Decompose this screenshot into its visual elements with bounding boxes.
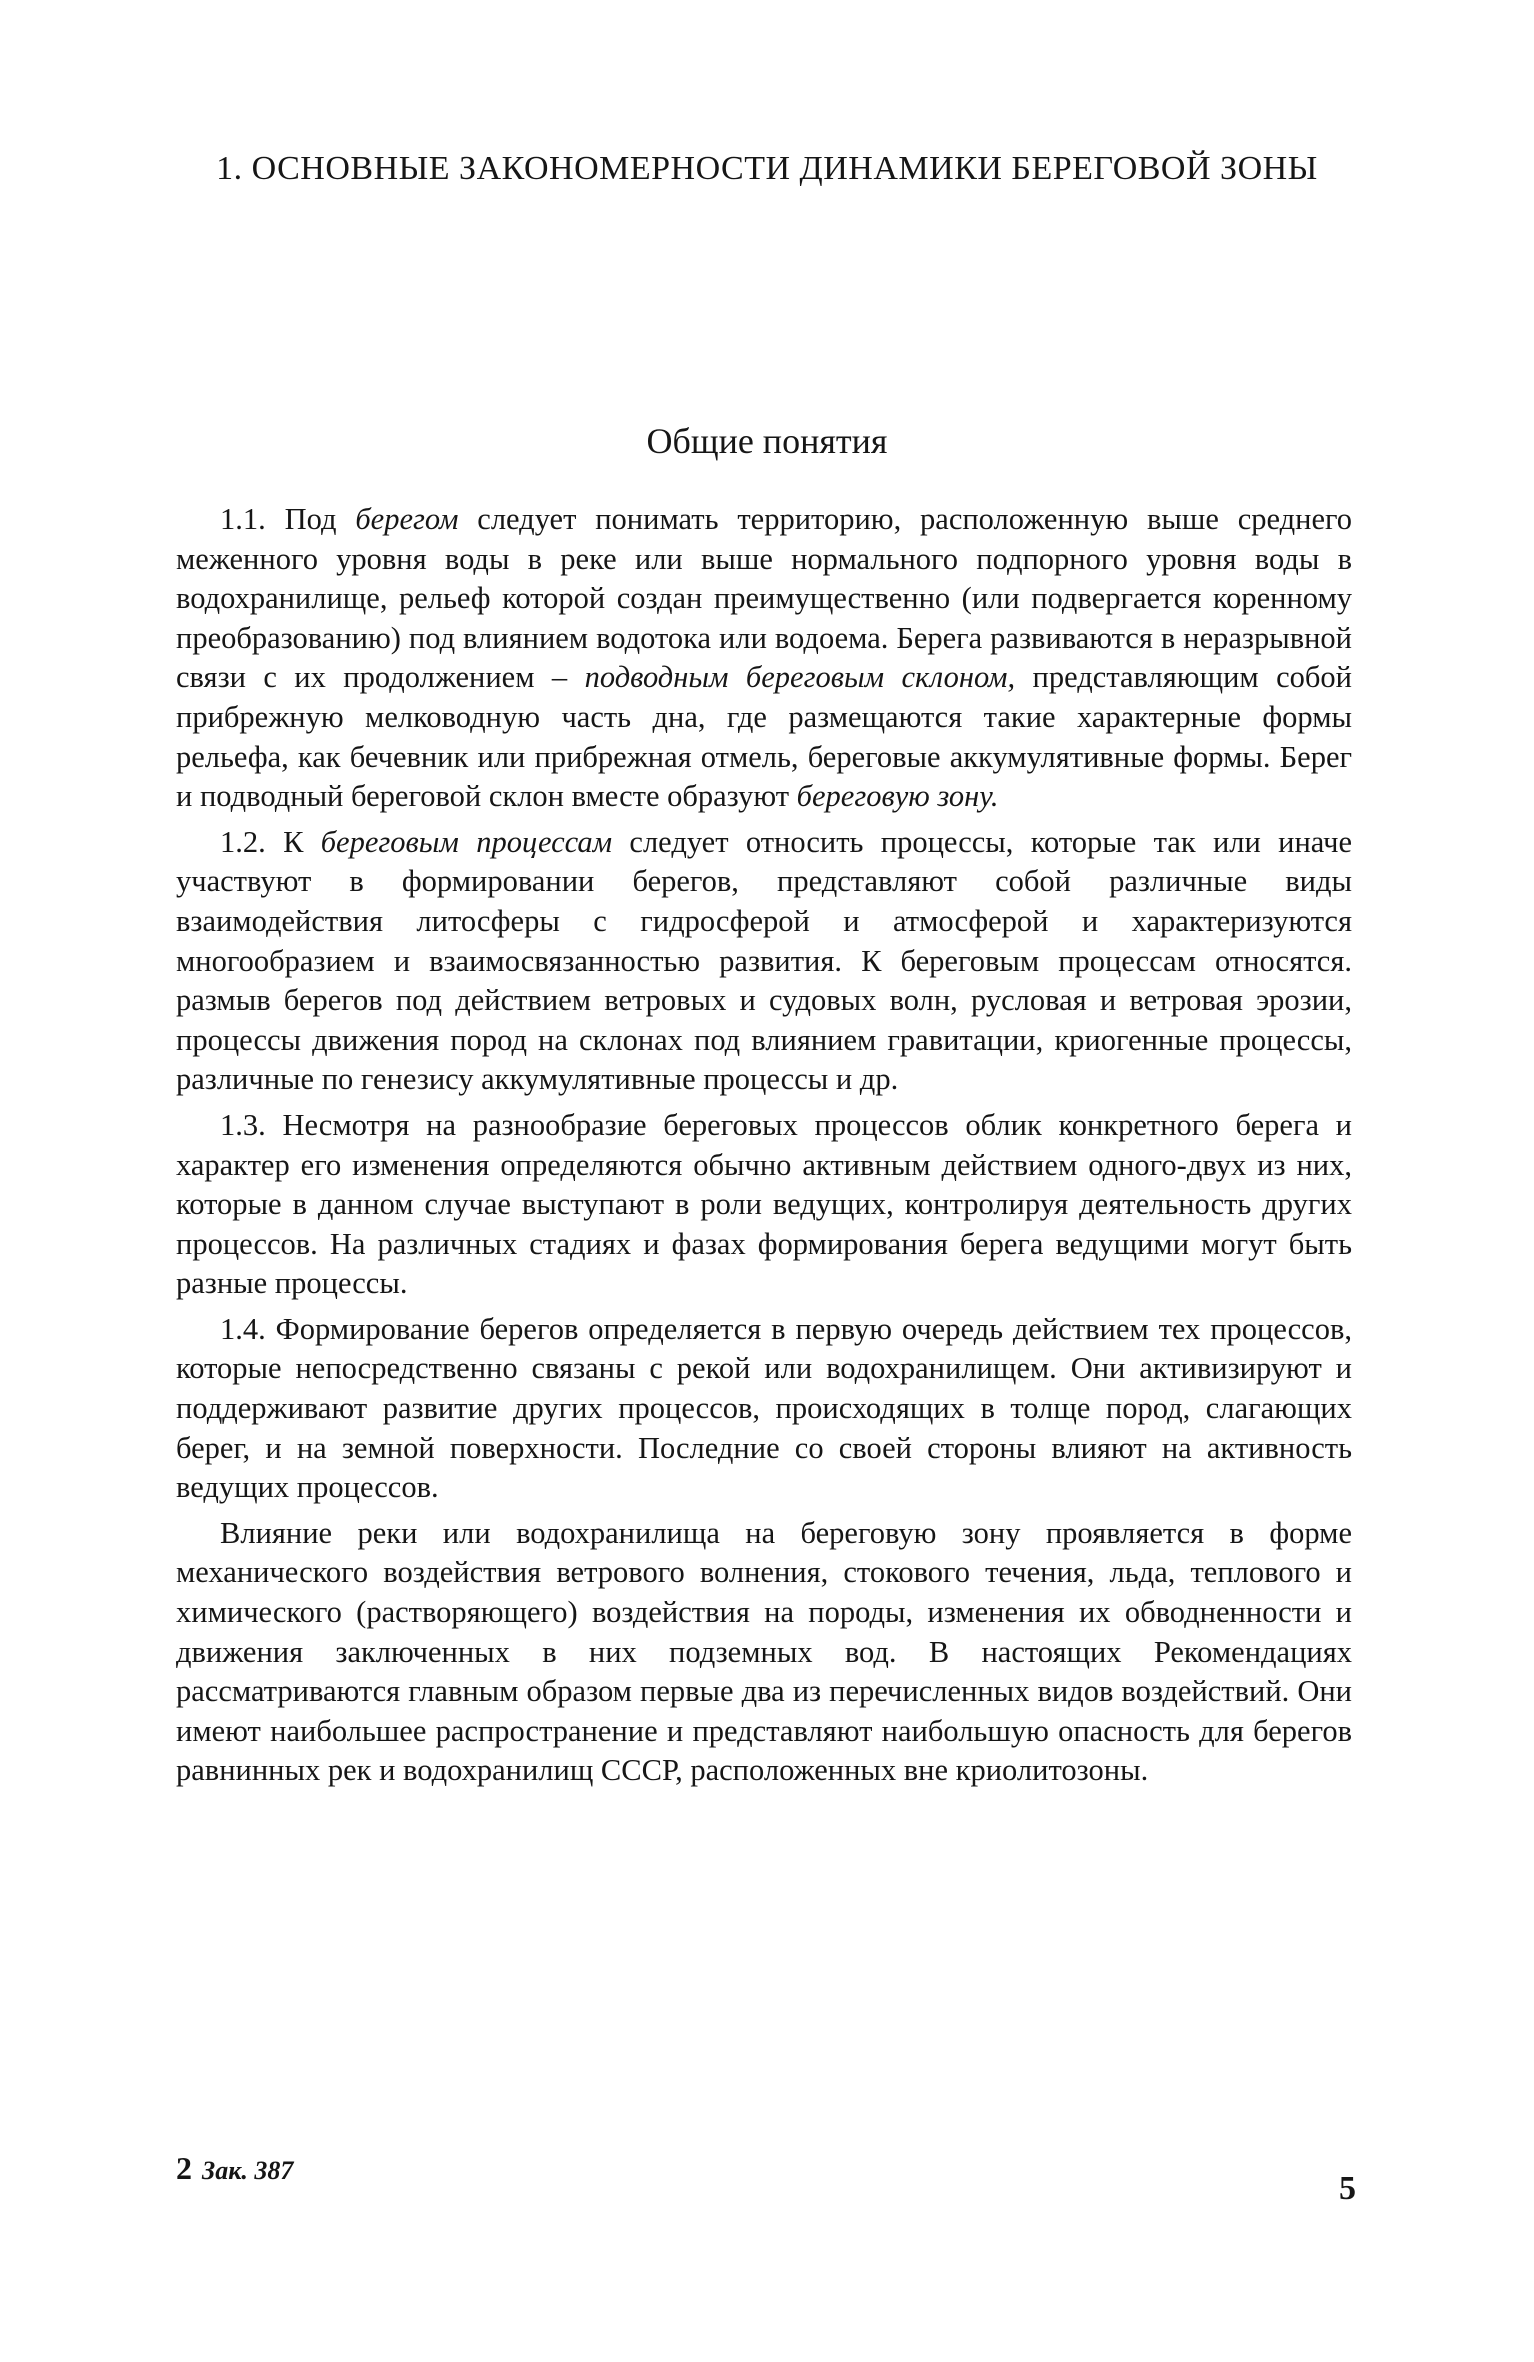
signature-order: Зак. 387	[202, 2156, 294, 2185]
term-bereg: берегом	[355, 502, 459, 536]
paragraph-text: следует понимать территорию, расположенную выше среднего меженного уровня воды в реке или выше нормального подпорного уровня воды в водохранилище, рельеф которой создан преимущественно (или подвергается коренному преобразованию) под влиянием водотока или водоема. Берега развиваются в неразрывной связи с их продолжением –	[176, 502, 1352, 695]
paragraph-number: 1.2.	[220, 824, 266, 859]
paragraph-text: представляющим собой прибрежную мелководную часть дна, где размещаются такие характерные формы рельефа, как бечевник или прибрежная отмель, береговые аккумулятивные формы. Берег и подводный береговой склон вместе образуют	[176, 660, 1352, 814]
paragraph-1-4	[176, 1310, 1352, 1508]
paragraph-text: Несмотря на разнообразие береговых процессов облик конкретного берега и характер его изменения определяются обычно активным действием одного-двух из них, которые в данном случае выступают в роли ведущих, контролируя деятельность других процессов. На различных стадиях и фазах формирования берега ведущими могут быть разные процессы.	[176, 1107, 1353, 1301]
paragraph-text: Влияние реки или водохранилища на береговую зону проявляется в форме механического воздействия ветрового волнения, стокового течения, льда, теплового и химического (растворяющего) воздействия на породы, изменения их обводненности и движения заключенных в них подземных вод. В настоящих Рекомендациях рассматриваются главным образом первые два из перечисленных видов воздействий. Они имеют наибольшее распространение и представляют наибольшую опасность для берегов равнинных рек и водохранилищ СССР, расположенных вне криолитозоны.	[176, 1515, 1352, 1788]
chapter-title: 1. ОСНОВНЫЕ ЗАКОНОМЕРНОСТИ ДИНАМИКИ БЕРЕГОВОЙ ЗОНЫ	[216, 150, 1318, 187]
term-coastal-processes: береговым процессам	[320, 824, 613, 859]
term-underwater-slope: подводным береговым склоном,	[584, 660, 1016, 695]
signature-number: 2	[176, 2150, 192, 2186]
body-text	[176, 500, 1352, 1797]
paragraph-continuation	[176, 1514, 1352, 1791]
paragraph-text: К	[283, 824, 321, 859]
paragraph-1-2	[176, 823, 1352, 1100]
page-number: 5	[1339, 2170, 1356, 2207]
section-heading: Общие понятия	[646, 421, 888, 461]
paragraph-number: 1.3.	[220, 1107, 266, 1142]
paragraph-text: следует относить процессы, которые так или иначе участвуют в формировании берегов, представляют собой различные виды взаимодействия литосферы с гидросферой и атмосферой и характеризуются многообразием и взаимосвязанностью развития. К береговым процессам относятся. размыв берегов под действием ветровых и судовых волн, русловая и ветровая эрозии, процессы движения пород на склонах под влиянием гравитации, криогенные процессы, различные по генезису аккумулятивные процессы и др.	[176, 824, 1352, 1097]
paragraph-text: Формирование берегов определяется в первую очередь действием тех процессов, которые непосредственно связаны с рекой или водохранилищем. Они активизируют и поддерживают развитие других процессов, происходящих в толще пород, слагающих берег, и на земной поверхности. Последние со своей стороны влияют на активность ведущих процессов.	[176, 1311, 1352, 1505]
paragraph-number: 1.4.	[220, 1311, 266, 1346]
paragraph-number: 1.1.	[220, 502, 266, 536]
term-coastal-zone: береговую зону.	[796, 779, 999, 814]
paragraph-1-3	[176, 1106, 1352, 1304]
printer-signature	[176, 2150, 293, 2187]
paragraph-1-1	[176, 500, 1352, 817]
paragraph-text: Под	[284, 502, 356, 536]
